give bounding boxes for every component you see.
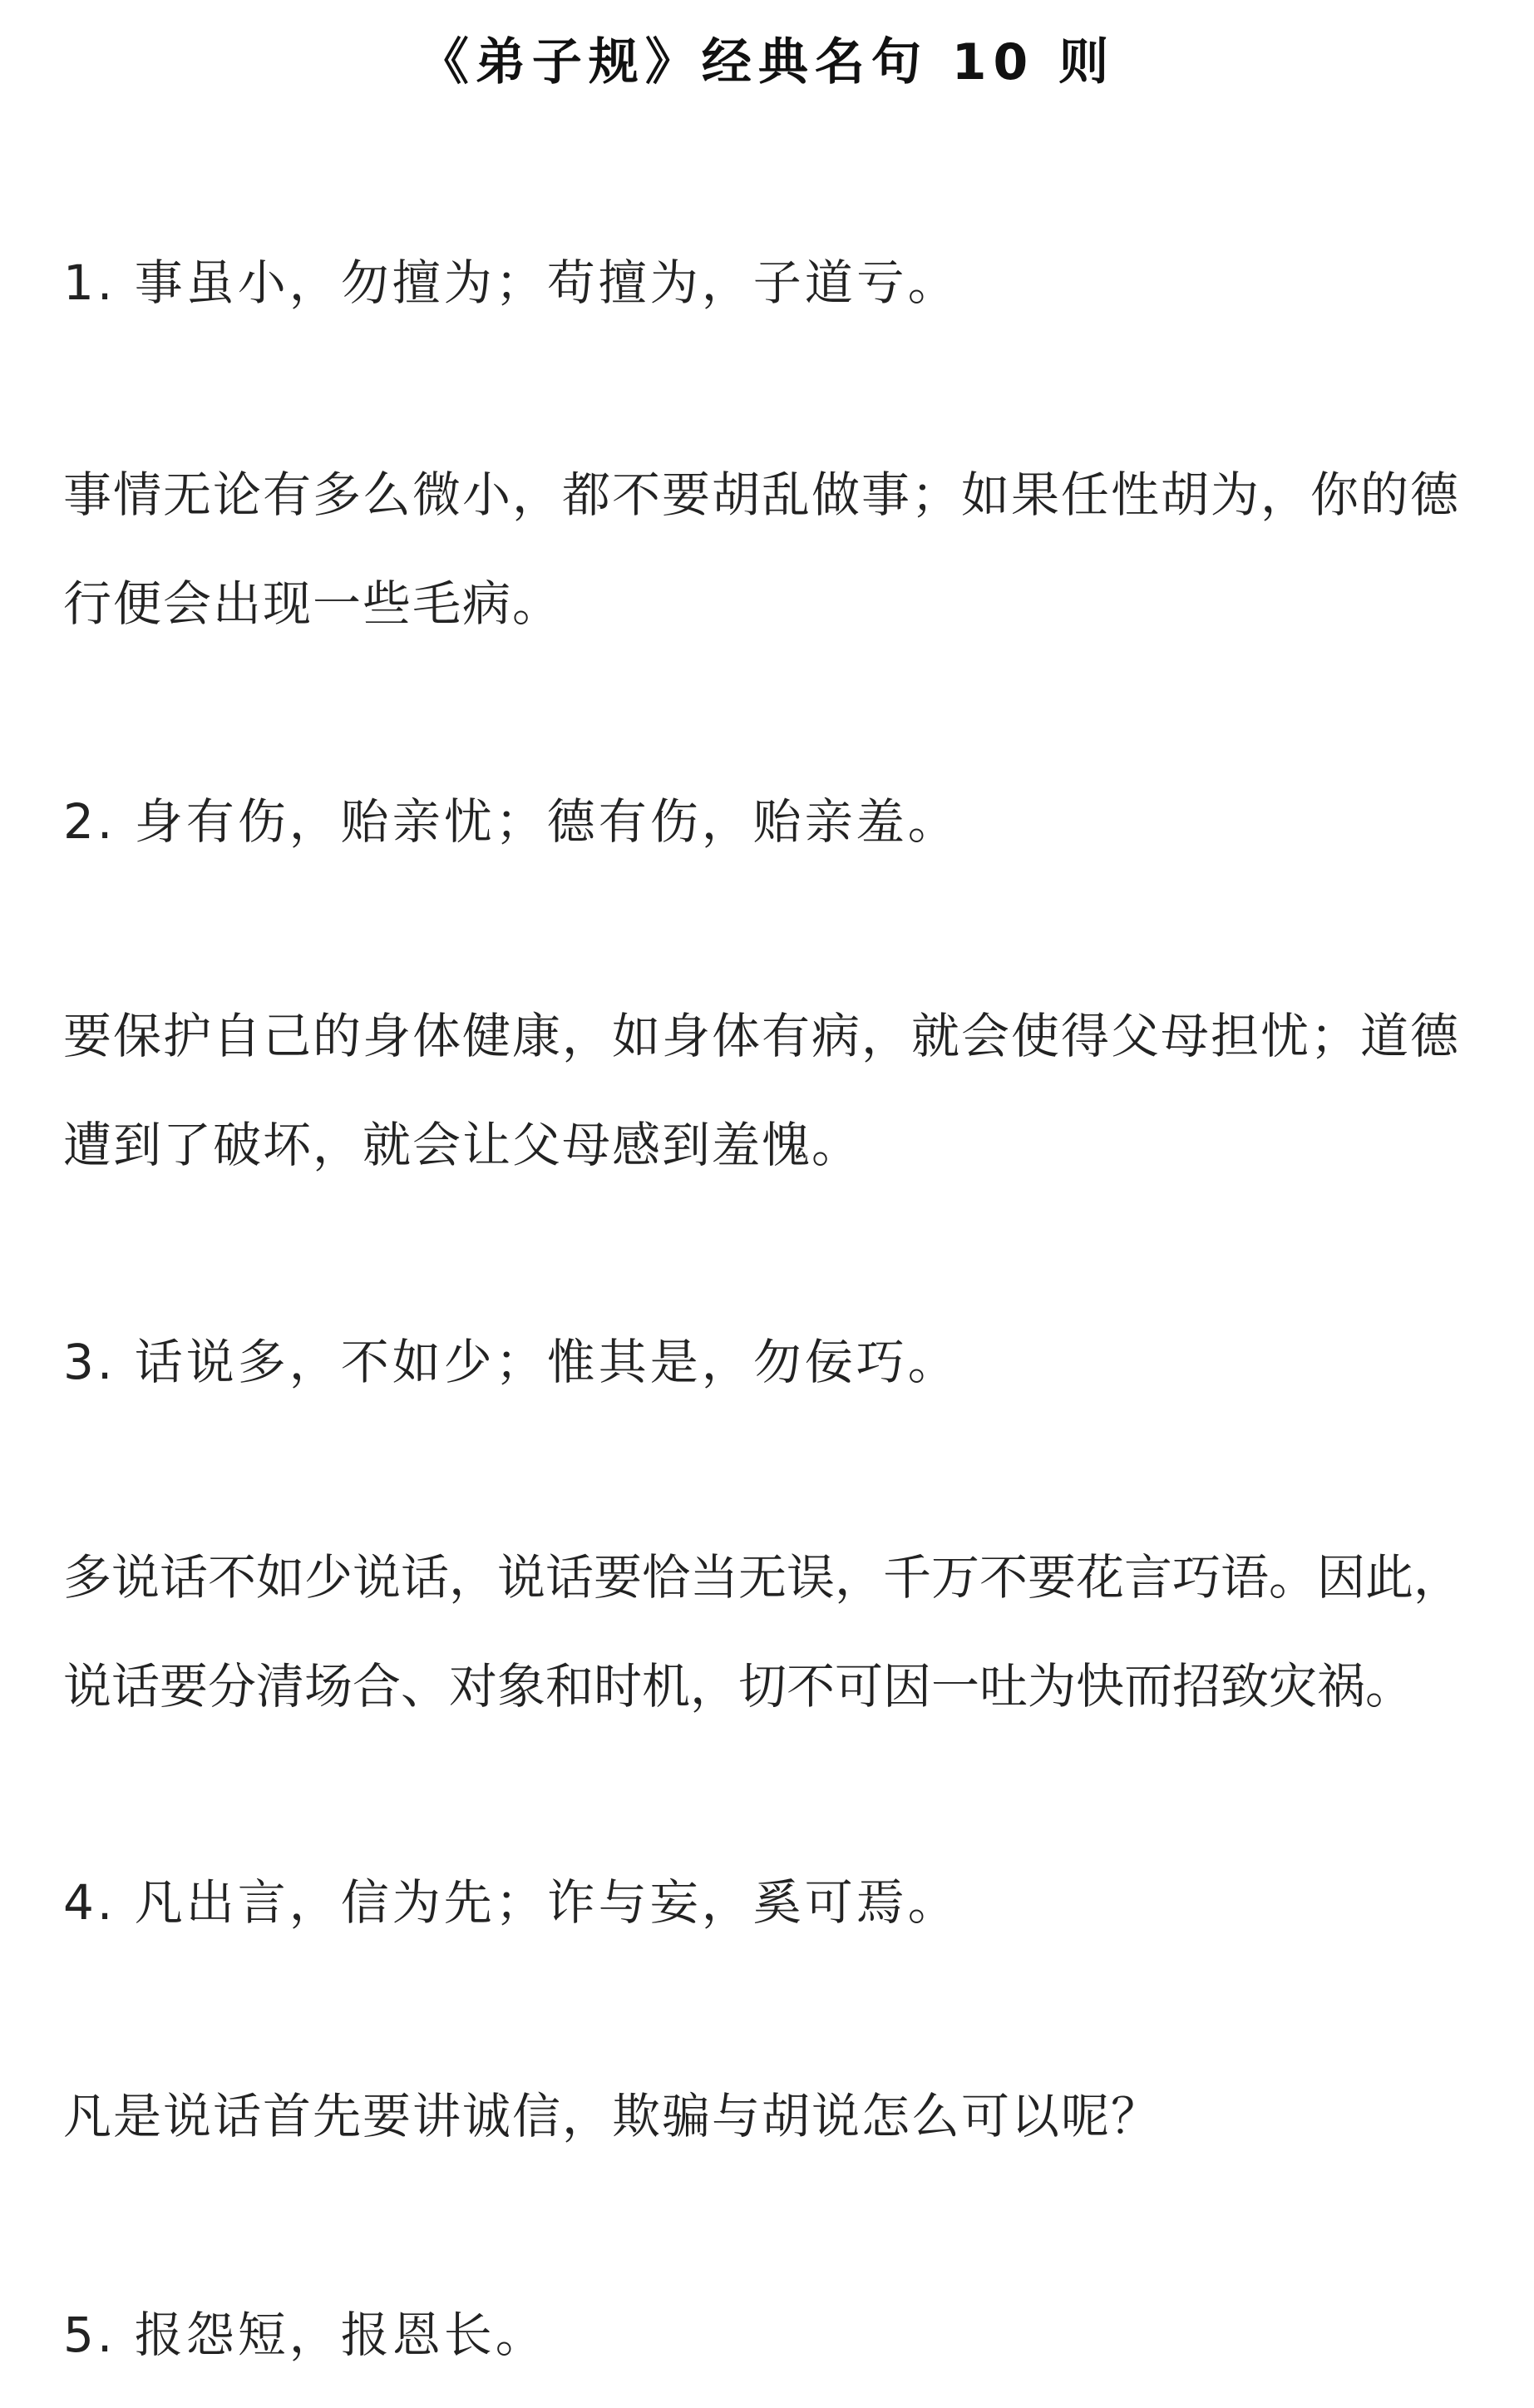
quote-1: 1. 事虽小，勿擅为；苟擅为，子道亏。 (63, 254, 959, 311)
explanation-1-line-2: 行便会出现一些毛病。 (63, 575, 563, 632)
document-title: 《弟子规》经典名句 10 则 (418, 33, 1116, 91)
quote-2: 2. 身有伤，贻亲忧；德有伤，贻亲羞。 (63, 793, 959, 850)
quote-4: 4. 凡出言，信为先；诈与妄，奚可焉。 (63, 1874, 959, 1931)
explanation-4-line-1: 凡是说话首先要讲诚信，欺骗与胡说怎么可以呢？ (63, 2088, 1162, 2144)
explanation-2-line-1: 要保护自己的身体健康，如身体有病，就会使得父母担忧；道德 (63, 1008, 1461, 1064)
quote-3: 3. 话说多，不如少；惟其是，勿佞巧。 (63, 1334, 959, 1390)
explanation-1-line-1: 事情无论有多么微小，都不要胡乱做事；如果任性胡为，你的德 (63, 466, 1461, 523)
explanation-2-line-2: 遭到了破坏，就会让父母感到羞愧。 (63, 1117, 862, 1173)
quote-5: 5. 报怨短，报恩长。 (63, 2307, 547, 2363)
explanation-3-line-1: 多说话不如少说话，说话要恰当无误，千万不要花言巧语。因此， (63, 1549, 1462, 1606)
explanation-3-line-2: 说话要分清场合、对象和时机，切不可因一吐为快而招致灾祸。 (63, 1658, 1414, 1715)
